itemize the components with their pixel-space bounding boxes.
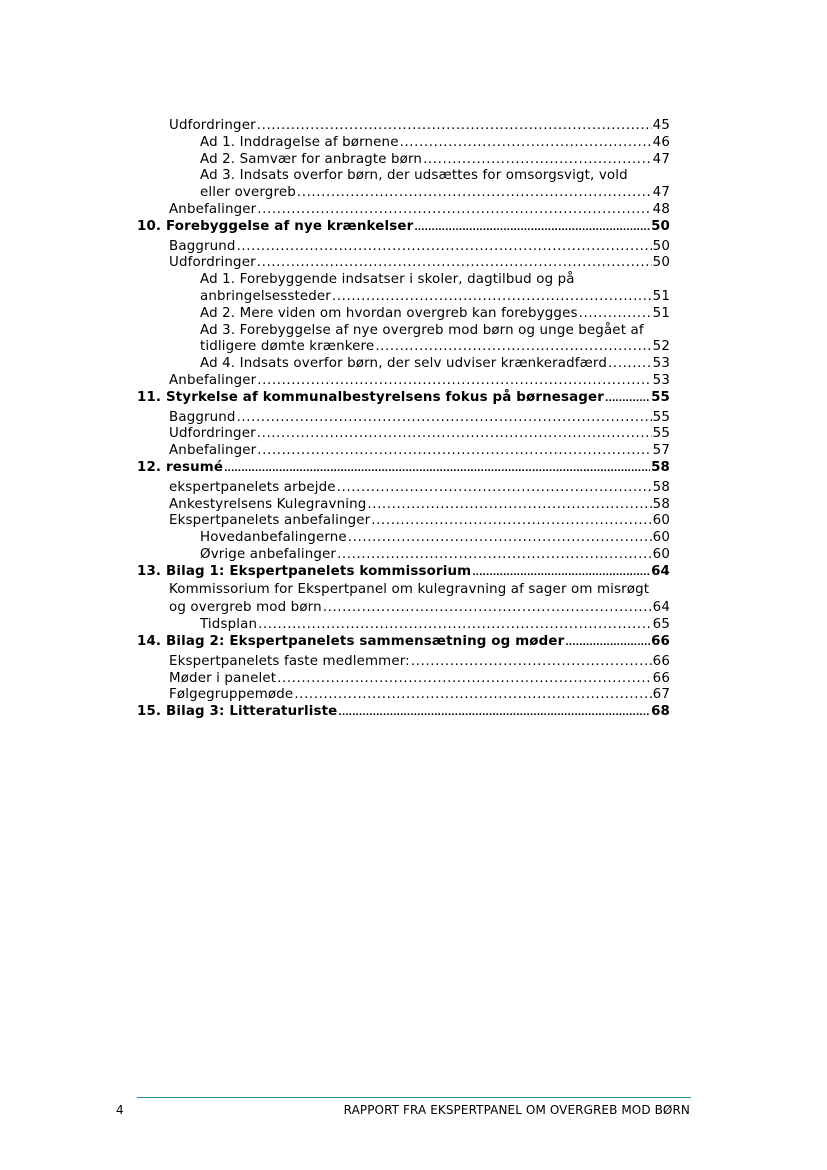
toc-entry[interactable] — [137, 687, 670, 704]
toc-page-number: 51 — [652, 288, 670, 304]
toc-leader-dots — [258, 617, 652, 634]
toc-leader-dots — [371, 513, 651, 530]
toc-entry-title: Ekspertpanelets anbefalinger — [169, 513, 371, 529]
toc-entry-title: Ankestyrelsens Kulegravning — [169, 496, 367, 512]
toc-entry-title: Møder i panelet — [169, 670, 277, 686]
toc-leader-dots — [579, 306, 652, 323]
toc-entry[interactable] — [137, 356, 670, 373]
toc-page-number: 50 — [652, 238, 670, 254]
toc-entry-line — [137, 582, 670, 599]
toc-leader-dots — [257, 443, 651, 460]
toc-entry-title: 15. Bilag 3: Litteraturliste — [137, 704, 338, 720]
toc-leader-dots — [367, 497, 651, 514]
toc-page-number: 66 — [652, 670, 670, 686]
toc-entry-title: Ad 3. Forebyggelse af nye overgreb mod børn og unge begået af — [200, 322, 644, 338]
toc-entry[interactable] — [137, 118, 670, 135]
toc-page-number: 52 — [652, 339, 670, 355]
toc-entry[interactable] — [137, 426, 670, 443]
toc-page-number: 60 — [652, 513, 670, 529]
toc-entry[interactable] — [137, 202, 670, 219]
toc-leader-dots — [294, 687, 651, 704]
toc-page-number: 46 — [652, 134, 670, 150]
toc-page-number: 50 — [652, 255, 670, 271]
toc-entry[interactable] — [137, 460, 670, 478]
toc-entry[interactable] — [137, 443, 670, 460]
toc-page-number: 58 — [652, 496, 670, 512]
toc-entry-title: Anbefalinger — [169, 372, 257, 388]
toc-page-number: 64 — [652, 600, 670, 616]
toc-entry-title: Udfordringer — [169, 255, 256, 271]
toc-leader-dots — [338, 705, 650, 722]
toc-entry-title: tidligere dømte krænkere — [200, 339, 375, 355]
toc-entry-title: 10. Forebyggelse af nye krænkelser — [137, 218, 414, 234]
toc-leader-dots — [472, 565, 650, 582]
toc-entry-title: Følgegruppemøde — [169, 687, 294, 703]
toc-page-number: 68 — [651, 704, 670, 720]
toc-entry-title: Anbefalinger — [169, 201, 257, 217]
toc-page-number: 51 — [652, 305, 670, 321]
toc-leader-dots — [237, 410, 652, 427]
toc-entry[interactable] — [137, 600, 670, 617]
toc-entry-title: Baggrund — [169, 238, 236, 254]
toc-page-number: 66 — [652, 653, 670, 669]
toc-leader-dots — [605, 391, 650, 408]
toc-page-number: 53 — [652, 372, 670, 388]
toc-entry-title: Ad 3. Indsats overfor børn, der udsættes for omsorgsvigt, vold — [200, 168, 628, 184]
toc-leader-dots — [257, 426, 652, 443]
toc-leader-dots — [257, 255, 652, 272]
toc-entry-title: Ad 1. Inddragelse af børnene — [200, 134, 399, 150]
toc-entry[interactable] — [137, 530, 670, 547]
footer-report-title: RAPPORT FRA EKSPERTPANEL OM OVERGREB MOD BØRN — [343, 1103, 690, 1117]
toc-page-number: 64 — [651, 563, 670, 579]
toc-leader-dots — [257, 373, 651, 390]
toc-entry[interactable] — [137, 255, 670, 272]
toc-leader-dots — [257, 202, 651, 219]
toc-entry[interactable] — [137, 306, 670, 323]
toc-entry-title: Udfordringer — [169, 118, 256, 133]
toc-page-number: 50 — [651, 218, 670, 234]
toc-entry-title: Hovedanbefalingerne — [200, 530, 347, 546]
table-of-contents — [137, 118, 670, 722]
toc-entry[interactable] — [137, 547, 670, 564]
toc-page-number: 47 — [652, 151, 670, 167]
toc-page-number: 47 — [652, 185, 670, 201]
toc-leader-dots — [224, 461, 650, 478]
toc-page-number: 55 — [652, 426, 670, 442]
toc-page-number: 66 — [651, 633, 670, 649]
toc-page-number: 55 — [652, 409, 670, 425]
toc-leader-dots — [411, 654, 652, 671]
toc-entry-title: 13. Bilag 1: Ekspertpanelets kommissorium — [137, 563, 472, 579]
toc-entry-line — [137, 272, 670, 289]
toc-entry-title: anbringelsessteder — [200, 288, 331, 304]
toc-leader-dots — [332, 289, 652, 306]
toc-leader-dots — [257, 118, 652, 135]
toc-entry[interactable] — [137, 480, 670, 497]
toc-entry[interactable] — [137, 390, 670, 408]
toc-leader-dots — [237, 239, 652, 256]
toc-entry[interactable] — [137, 239, 670, 256]
toc-entry-title: Anbefalinger — [169, 443, 257, 459]
toc-entry-title: Udfordringer — [169, 426, 256, 442]
toc-entry-line — [137, 323, 670, 340]
toc-page-number: 60 — [652, 530, 670, 546]
toc-entry-line — [137, 168, 670, 185]
toc-entry-title: Ad 1. Forebyggende indsatser i skoler, dagtilbud og på — [200, 272, 575, 288]
toc-entry[interactable] — [137, 185, 670, 202]
toc-page-number: 58 — [652, 479, 670, 495]
toc-entry-title: eller overgreb — [200, 185, 296, 201]
toc-leader-dots — [348, 530, 652, 547]
toc-entry-title: Tidsplan — [200, 617, 258, 633]
toc-entry-title: 12. resumé — [137, 459, 224, 475]
toc-leader-dots — [323, 600, 652, 617]
toc-entry[interactable] — [137, 634, 670, 652]
toc-leader-dots — [414, 220, 650, 237]
toc-entry[interactable] — [137, 410, 670, 427]
toc-leader-dots — [608, 356, 652, 373]
toc-entry-title: Ad 2. Samvær for anbragte børn — [200, 151, 423, 167]
toc-leader-dots — [337, 547, 652, 564]
toc-leader-dots — [297, 185, 652, 202]
toc-page-number: 58 — [651, 459, 670, 475]
toc-entry-title: Ad 4. Indsats overfor børn, der selv udviser krænkeradfærd — [200, 356, 607, 372]
toc-entry[interactable] — [137, 373, 670, 390]
toc-entry[interactable] — [137, 135, 670, 152]
toc-page-number: 45 — [652, 118, 670, 133]
toc-entry[interactable] — [137, 152, 670, 169]
toc-entry[interactable] — [137, 704, 670, 722]
toc-entry-title: Kommissorium for Ekspertpanel om kulegravning af sager om misrøgt — [169, 581, 650, 597]
toc-entry[interactable] — [137, 219, 670, 237]
toc-entry[interactable] — [137, 617, 670, 634]
toc-page-number: 48 — [652, 201, 670, 217]
toc-leader-dots — [565, 635, 650, 652]
toc-entry[interactable] — [137, 513, 670, 530]
toc-leader-dots — [400, 135, 652, 152]
toc-entry-title: og overgreb mod børn — [169, 600, 322, 616]
toc-entry[interactable] — [137, 564, 670, 582]
toc-page-number: 60 — [652, 546, 670, 562]
toc-entry-title: 11. Styrkelse af kommunalbestyrelsens fokus på børnesager — [137, 389, 605, 405]
toc-entry-title: Baggrund — [169, 409, 236, 425]
toc-page-number: 55 — [651, 389, 670, 405]
toc-page-number: 57 — [652, 443, 670, 459]
toc-entry-title: ekspertpanelets arbejde — [169, 479, 336, 495]
toc-entry-title: Øvrige anbefalinger — [200, 546, 337, 562]
toc-page-number: 53 — [652, 356, 670, 372]
toc-entry-title: Ad 2. Mere viden om hvordan overgreb kan forebygges — [200, 305, 578, 321]
toc-entry[interactable] — [137, 289, 670, 306]
toc-leader-dots — [337, 480, 652, 497]
toc-entry-title: Ekspertpanelets faste medlemmer: — [169, 653, 410, 669]
toc-leader-dots — [277, 671, 652, 688]
footer-page-number: 4 — [116, 1103, 124, 1117]
toc-leader-dots — [375, 339, 651, 356]
toc-entry[interactable] — [137, 339, 670, 356]
footer-divider — [137, 1097, 691, 1098]
toc-entry[interactable] — [137, 671, 670, 688]
toc-leader-dots — [423, 152, 652, 169]
toc-page-number: 65 — [652, 617, 670, 633]
toc-entry[interactable] — [137, 497, 670, 514]
toc-page-number: 67 — [652, 687, 670, 703]
toc-entry-title: 14. Bilag 2: Ekspertpanelets sammensætning og møder — [137, 633, 565, 649]
toc-entry[interactable] — [137, 654, 670, 671]
